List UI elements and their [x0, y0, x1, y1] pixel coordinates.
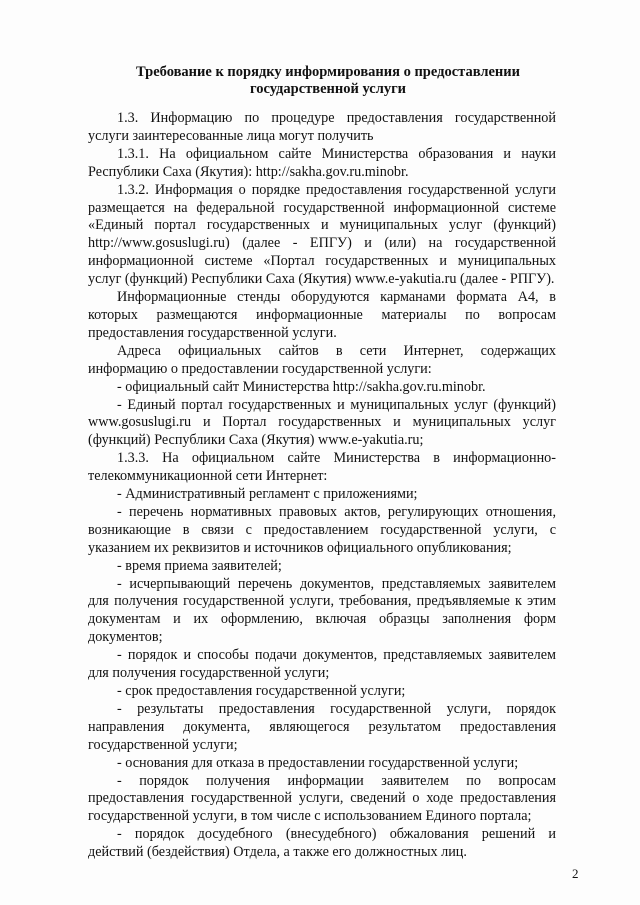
list-item: - исчерпывающий перечень документов, представляемых заявителем для получения государственной услуги, требования, предъявляемые к этим документам и их оформлению, включая образцы заполнения форм документов; [88, 575, 556, 646]
paragraph-1-3: 1.3. Информацию по процедуре предоставления государственной услуги заинтересованные лица могут получить [88, 110, 556, 144]
list-item: - результаты предоставления государственной услуги, порядок направления документа, являющегося результатом предоставления государственной услуги; [88, 700, 556, 753]
list-item: - порядок и способы подачи документов, представляемых заявителем для получения государственной услуги; [88, 647, 556, 682]
paragraph-info-stands: Информационные стенды оборудуются карманами формата А4, в которых размещаются информационные материалы по вопросам предоставления государственной услуги. [88, 289, 556, 341]
paragraph-1-3-3: 1.3.3. На официальном сайте Министерства в информационно-телекоммуникационной сети Интернет: [88, 450, 556, 485]
list-item: - порядок получения информации заявителем по вопросам предоставления государственной услуги, сведений о ходе предоставления государственной услуги, в том числе с использованием Единого портала; [88, 772, 556, 825]
list-item: - время приема заявителей; [117, 557, 282, 574]
list-item: - основания для отказа в предоставлении государственной услуги; [117, 754, 519, 771]
paragraph-site-addresses: Адреса официальных сайтов в сети Интернет, содержащих информацию о предоставлении государственной услуги: [88, 342, 556, 377]
document-body [88, 110, 556, 862]
title-line-2: государственной услуги [249, 81, 407, 97]
list-item: - официальный сайт Министерства http://sakha.gov.ru.minobr. [117, 378, 486, 395]
list-item: - перечень нормативных правовых актов, регулирующих отношения, возникающие в связи с предоставлением государственной услуги, с указанием их реквизитов и источников официального опубликования; [88, 503, 556, 556]
list-item: - порядок досудебного (внесудебного) обжалования решений и действий (бездействия) Отдела, а также его должностных лиц. [88, 826, 556, 861]
document-title [88, 64, 568, 98]
page-number: 2 [572, 866, 579, 881]
list-item: - срок предоставления государственной услуги; [117, 683, 406, 699]
paragraph-1-3-1: 1.3.1. На официальном сайте Министерства образования и науки Республики Саха (Якутия): http://sakha.gov.ru.minobr. [88, 145, 556, 180]
list-item: - Единый портал государственных и муниципальных услуг (функций) www.gosuslugi.ru и Портал государственных и муниципальных услуг (функций) Республики Саха (Якутия) www.e-yakutia.ru; [88, 396, 556, 449]
title-line-1: Требование к порядку информирования о предоставлении [136, 64, 520, 80]
list-item: - Административный регламент с приложениями; [117, 486, 418, 503]
paragraph-1-3-2: 1.3.2. Информация о порядке предоставления государственной услуги размещается на федеральной государственной информационной системе «Единый портал государственных и муниципальных услуг (функций) http://www.gosuslugi.ru) (далее - ЕПГУ) и (или) на государственной информационной системе «Портал государственных и муниципальных услуг (функций) Республики Саха (Якутия) www.e-yakutia.ru (далее - РПГУ). [88, 181, 556, 288]
